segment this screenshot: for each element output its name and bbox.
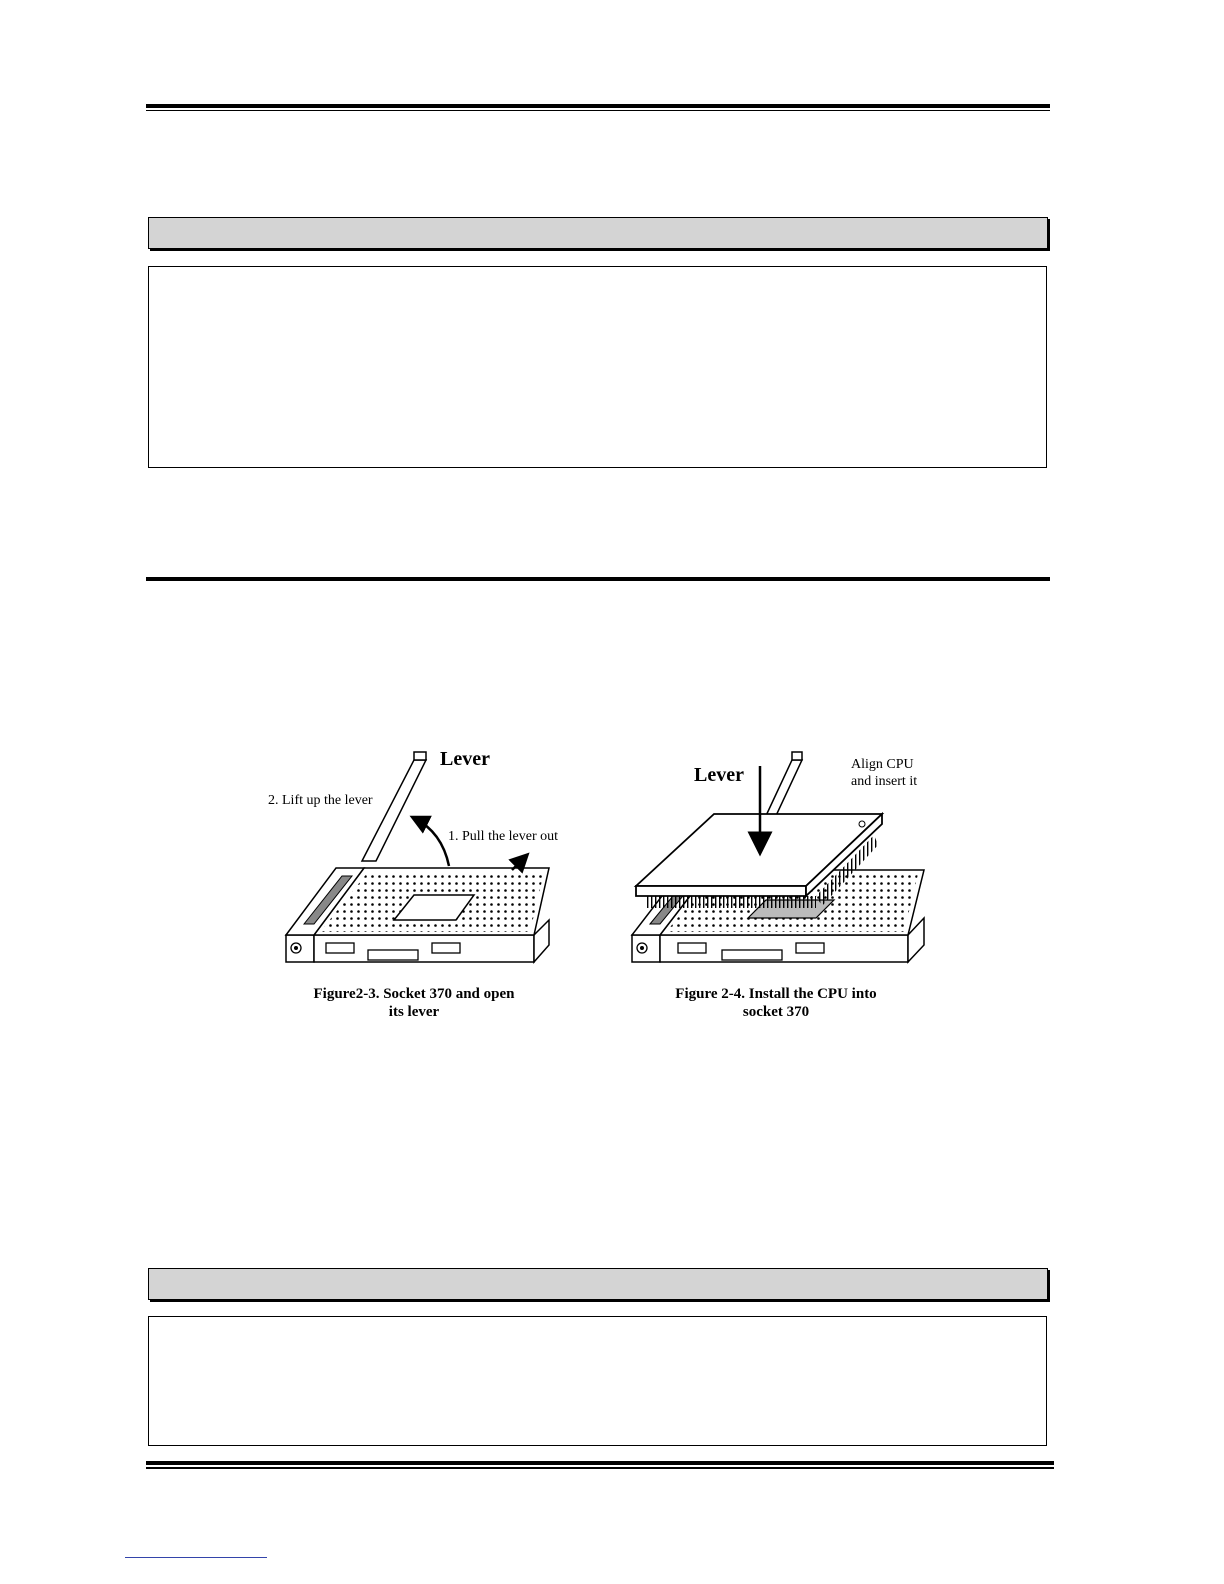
- caption-line: Figure 2-4. Install the CPU into: [675, 986, 877, 1002]
- box-divider-mark: [1046, 1369, 1047, 1419]
- caption-line: socket 370: [742, 1004, 810, 1020]
- align-cpu-label: Align CPU: [851, 757, 914, 772]
- box-divider-mark: [148, 1369, 149, 1419]
- box-divider-mark: [148, 389, 149, 439]
- step-2-label: 2. Lift up the lever: [268, 793, 373, 808]
- note-box: [148, 266, 1047, 468]
- box-divider-mark: [148, 319, 149, 339]
- footer-link-underline[interactable]: [125, 1557, 267, 1558]
- figure-2-3-caption: [264, 985, 564, 1021]
- caption-line: Figure2-3. Socket 370 and open: [313, 986, 515, 1002]
- figure-2-4-caption: [626, 985, 926, 1021]
- box-divider-mark: [1046, 319, 1047, 339]
- section-heading-bar: [148, 1268, 1048, 1300]
- header-rule-thin: [146, 110, 1050, 111]
- header-rule-thick: [146, 104, 1050, 108]
- footer-rule-thin: [146, 1467, 1054, 1469]
- caption-line: its lever: [388, 1004, 440, 1020]
- step-1-label: 1. Pull the lever out: [448, 829, 559, 844]
- box-divider-mark: [1046, 389, 1047, 439]
- footer-rule-thick: [146, 1461, 1054, 1465]
- lever-label: Lever: [694, 764, 744, 786]
- section-rule: [146, 577, 1050, 581]
- section-heading-bar: [148, 217, 1048, 249]
- socket-open-lever-illustration: [264, 740, 584, 980]
- note-box: [148, 1316, 1047, 1446]
- lever-label: Lever: [440, 748, 490, 770]
- insert-it-label: and insert it: [851, 774, 918, 789]
